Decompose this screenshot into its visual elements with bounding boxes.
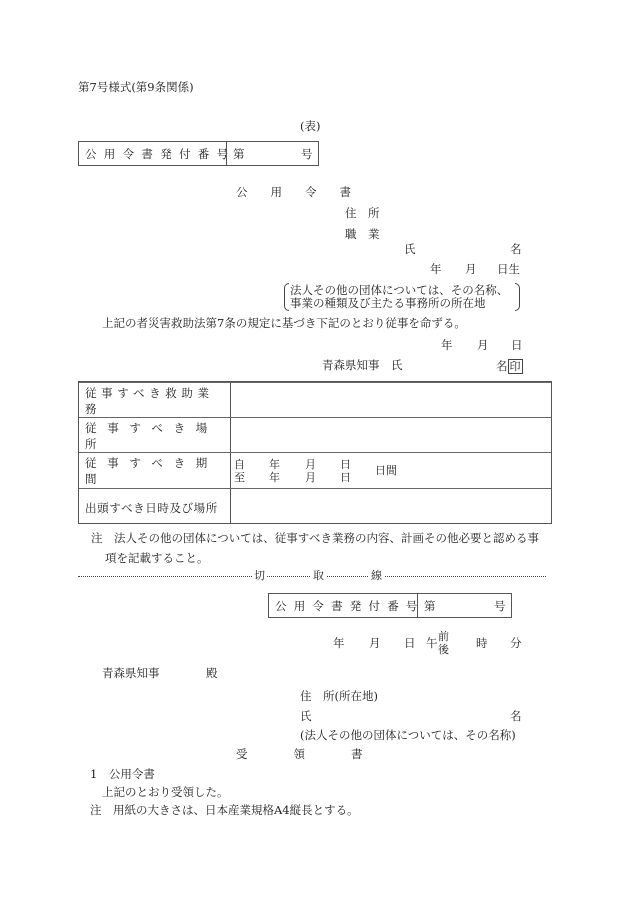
receipt-issue-number-box (268, 593, 512, 618)
details-table (78, 381, 552, 524)
table-row-rescue-duty (79, 382, 551, 418)
receipt-honorific: 殿 (206, 666, 218, 680)
note1-line2: 項を記載すること。 (105, 551, 209, 565)
issuer-name-suffix (496, 359, 523, 374)
receipt-date-day: 日 (404, 636, 416, 650)
corporate-note-line2: 事業の種類及び主たる事務所の所在地 (290, 296, 486, 310)
row-label: 従事すべき期間 (85, 456, 218, 486)
receipt-pm: 後 (438, 643, 449, 656)
period-from-day: 日 (340, 458, 351, 471)
receipt-addressee: 青森県知事 (102, 666, 160, 680)
receipt-issue-number-prefix: 第 (424, 599, 436, 613)
issue-number-box (78, 141, 319, 166)
issue-number-label (85, 147, 236, 161)
period-to-month: 月 (305, 471, 316, 484)
period-from-month: 月 (305, 458, 316, 471)
corporate-note-bracket (284, 283, 520, 311)
dob-day: 日生 (497, 262, 520, 276)
table-row-appearance (79, 488, 551, 526)
row-label: 従事すべき救助業務 (85, 385, 214, 416)
receipt-address-label: 住 所(所在地) (300, 689, 378, 703)
receipt-hour: 時 (476, 636, 488, 650)
issue-number-prefix: 第 (233, 147, 245, 161)
seal-icon: 印 (509, 360, 521, 373)
receipt-issue-number-suffix: 号 (494, 599, 506, 613)
receipt-item1: 1 公用令書 (90, 767, 155, 781)
receipt-date-year: 年 (333, 636, 345, 650)
receipt-issue-number-label: 公用令書発付番号 (275, 599, 425, 613)
receipt-name-label-right: 名 (510, 709, 522, 723)
table-row-period (79, 452, 551, 489)
receipt-minute: 分 (510, 636, 522, 650)
receipt-am: 前 (438, 630, 449, 643)
dob-year: 年 (430, 262, 442, 276)
period-to-day: 日 (340, 471, 351, 484)
period-to: 至 (234, 471, 245, 484)
receipt-item1-text: 上記のとおり受領した。 (102, 785, 229, 799)
period-to-year: 年 (269, 471, 280, 484)
issuer-name-suffix-text: 名 (496, 359, 508, 373)
name-label-right: 名 (510, 242, 522, 256)
corporate-note-line1: 法人その他の団体については、その名称、 (290, 283, 509, 297)
issue-number-suffix: 号 (301, 147, 313, 161)
row-label: 従事すべき場所 (85, 420, 218, 451)
cut-line-label-2: 取 (313, 569, 324, 582)
form-id: 第7号様式(第9条関係) (78, 80, 194, 94)
table-row-place (79, 417, 551, 453)
cut-line-label-3: 線 (371, 569, 382, 582)
issue-number-label-text: 公用令書発付番号 (85, 147, 236, 161)
receipt-date-month: 月 (369, 636, 381, 650)
note1-line1: 注 法人その他の団体については、従事すべき業務の内容、計画その他必要と認める事 (91, 531, 540, 545)
order-date-month: 月 (477, 338, 489, 352)
receipt-name-label-left: 氏 (300, 709, 312, 723)
address-label: 住 所 (345, 206, 380, 220)
receipt-note: 注 用紙の大きさは、日本産業規格A4縦長とする。 (90, 803, 359, 817)
receipt-title: 受 領 書 (236, 747, 363, 761)
side-label: (表) (300, 119, 321, 133)
period-days: 日間 (375, 464, 397, 477)
document-title: 公 用 令 書 (236, 185, 351, 199)
row-label: 出頭すべき日時及び場所 (85, 500, 218, 515)
period-from-year: 年 (269, 458, 280, 471)
order-date-year: 年 (441, 338, 453, 352)
dob-month: 月 (465, 262, 477, 276)
receipt-corporate-note: (法人その他の団体については、その名称) (300, 728, 516, 742)
period-from: 自 (234, 458, 245, 471)
name-label-left: 氏 (404, 242, 416, 256)
order-text: 上記の者災害救助法第7条の規定に基づき下記のとおり従事を命ずる。 (102, 316, 466, 330)
issuer-title: 青森県知事 氏 (322, 358, 403, 372)
receipt-ampm-prefix: 午 (426, 636, 438, 650)
cut-line-label-1: 切 (254, 569, 265, 582)
order-date-day: 日 (511, 338, 523, 352)
occupation-label: 職 業 (345, 227, 380, 241)
